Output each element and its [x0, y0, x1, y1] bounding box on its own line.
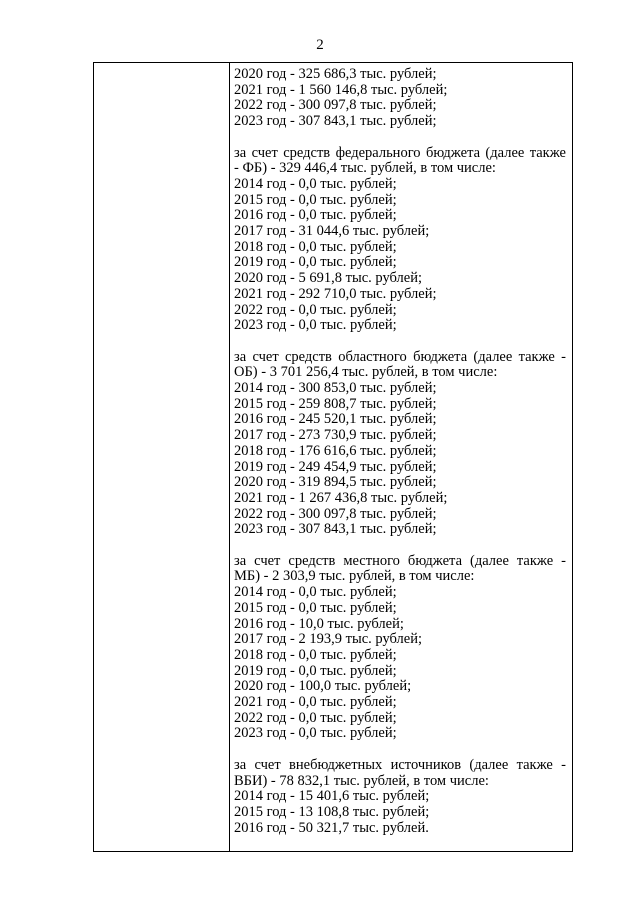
list-item: 2021 год - 292 710,0 тыс. рублей;	[234, 285, 437, 302]
regional-budget-section	[234, 350, 566, 538]
funding-table	[93, 62, 573, 852]
list-item: 2020 год - 325 686,3 тыс. рублей;	[234, 66, 437, 82]
list-item: 2023 год - 307 843,1 тыс. рублей;	[234, 521, 437, 538]
list-item: 2014 год - 300 853,0 тыс. рублей;	[234, 380, 437, 397]
section-heading: за счет средств областного бюджета (далее также -	[234, 348, 566, 365]
list-item: 2023 год - 307 843,1 тыс. рублей;	[234, 113, 437, 130]
list-item: 2023 год - 0,0 тыс. рублей;	[234, 317, 397, 334]
section-heading: за счет средств федерального бюджета (далее также	[234, 144, 566, 161]
list-item: 2016 год - 0,0 тыс. рублей;	[234, 207, 397, 224]
list-item: 2015 год - 0,0 тыс. рублей;	[234, 599, 397, 616]
list-item: 2021 год - 1 560 146,8 тыс. рублей;	[234, 81, 448, 98]
table-content-column	[230, 63, 572, 851]
list-item: 2014 год - 0,0 тыс. рублей;	[234, 584, 397, 601]
list-item: 2023 год - 0,0 тыс. рублей;	[234, 725, 397, 742]
list-item: 2016 год - 10,0 тыс. рублей;	[234, 615, 404, 632]
section-heading: - ФБ) - 329 446,4 тыс. рублей, в том числе:	[234, 160, 496, 177]
list-item: 2014 год - 0,0 тыс. рублей;	[234, 175, 397, 192]
list-item: 2017 год - 31 044,6 тыс. рублей;	[234, 223, 430, 240]
list-item: 2022 год - 300 097,8 тыс. рублей;	[234, 97, 437, 114]
list-item: 2015 год - 259 808,7 тыс. рублей;	[234, 395, 437, 412]
section-heading: МБ) - 2 303,9 тыс. рублей, в том числе:	[234, 568, 475, 585]
page-number: 2	[316, 37, 324, 53]
total-by-year-list	[234, 67, 566, 130]
section-heading: за счет внебюджетных источников (далее также -	[234, 756, 566, 773]
list-item: 2022 год - 300 097,8 тыс. рублей;	[234, 505, 437, 522]
list-item: 2018 год - 176 616,6 тыс. рублей;	[234, 442, 437, 459]
list-item: 2017 год - 2 193,9 тыс. рублей;	[234, 631, 422, 648]
federal-budget-section	[234, 146, 566, 334]
list-item: 2020 год - 5 691,8 тыс. рублей;	[234, 270, 422, 287]
list-item: 2016 год - 245 520,1 тыс. рублей;	[234, 411, 437, 428]
list-item: 2021 год - 0,0 тыс. рублей;	[234, 694, 397, 711]
section-heading: ОБ) - 3 701 256,4 тыс. рублей, в том числе:	[234, 364, 498, 381]
list-item: 2022 год - 0,0 тыс. рублей;	[234, 301, 397, 318]
list-item: 2020 год - 100,0 тыс. рублей;	[234, 678, 412, 695]
list-item: 2015 год - 0,0 тыс. рублей;	[234, 191, 397, 208]
table-label-column	[94, 63, 230, 851]
list-item: 2015 год - 13 108,8 тыс. рублей;	[234, 803, 430, 820]
list-item: 2019 год - 249 454,9 тыс. рублей;	[234, 458, 437, 475]
section-heading: за счет средств местного бюджета (далее также -	[234, 552, 566, 569]
local-budget-section	[234, 554, 566, 742]
extrabudgetary-section	[234, 758, 566, 837]
list-item: 2018 год - 0,0 тыс. рублей;	[234, 646, 397, 663]
list-item: 2019 год - 0,0 тыс. рублей;	[234, 254, 397, 271]
list-item: 2014 год - 15 401,6 тыс. рублей;	[234, 788, 430, 805]
list-item: 2022 год - 0,0 тыс. рублей;	[234, 709, 397, 726]
list-item: 2020 год - 319 894,5 тыс. рублей;	[234, 474, 437, 491]
list-item: 2019 год - 0,0 тыс. рублей;	[234, 662, 397, 679]
list-item: 2017 год - 273 730,9 тыс. рублей;	[234, 427, 437, 444]
list-item: 2016 год - 50 321,7 тыс. рублей.	[234, 819, 429, 836]
section-heading: ВБИ) - 78 832,1 тыс. рублей, в том числе:	[234, 772, 489, 789]
list-item: 2021 год - 1 267 436,8 тыс. рублей;	[234, 489, 448, 506]
list-item: 2018 год - 0,0 тыс. рублей;	[234, 238, 397, 255]
